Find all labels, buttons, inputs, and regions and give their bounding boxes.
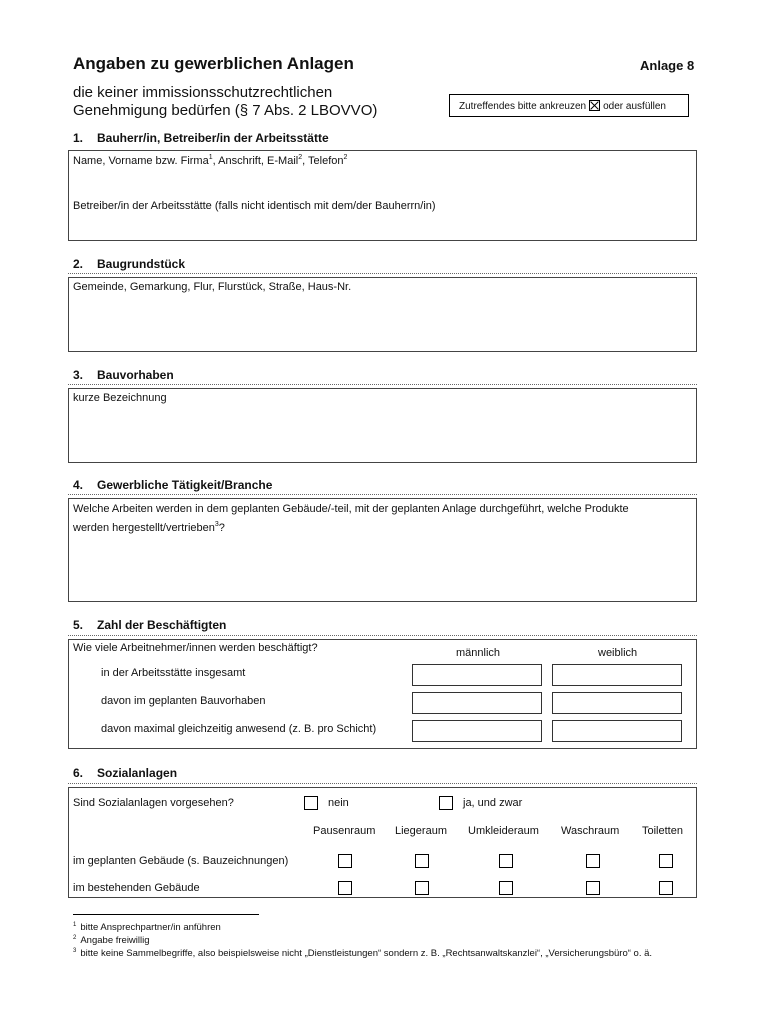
section-5-box (68, 639, 697, 749)
section-4-title: Gewerbliche Tätigkeit/Branche (97, 478, 273, 492)
planned-toilets-checkbox[interactable] (659, 854, 673, 868)
activity-question (73, 502, 629, 536)
section-5-title: Zahl der Beschäftigten (97, 618, 227, 632)
section-1-box (68, 150, 697, 241)
section-2-title: Baugrundstück (97, 257, 186, 271)
footnote-1 (73, 922, 221, 933)
activity-input[interactable] (73, 535, 688, 597)
column-female: weiblich (598, 647, 638, 659)
employees-row-label: davon maximal gleichzeitig anwesend (z. B. pro Schicht) (101, 723, 377, 735)
column-toilets: Toiletten (642, 825, 683, 837)
section-3-number: 3. (73, 368, 84, 382)
footnote-ref-2: 2 (298, 154, 303, 161)
name-label (73, 154, 347, 167)
social-yes-label: ja, und zwar (463, 797, 523, 809)
employees-shift-male-input[interactable] (412, 720, 542, 742)
footnote-text: Angabe freiwillig (80, 935, 150, 946)
social-no-checkbox[interactable] (304, 796, 318, 810)
planned-washroom-checkbox[interactable] (586, 854, 600, 868)
footnote-number: 2 (73, 935, 77, 941)
name-label-part-b: , Anschrift, E-Mail (212, 155, 299, 167)
section-2-box (68, 277, 697, 352)
planned-rest-room-checkbox[interactable] (415, 854, 429, 868)
employees-shift-female-input[interactable] (552, 720, 682, 742)
activity-question-end: ? (218, 522, 225, 534)
hint-left-text: Zutreffendes bitte ankreuzen (459, 101, 587, 112)
fill-instruction-box (449, 94, 689, 117)
existing-break-room-checkbox[interactable] (338, 881, 352, 895)
section-3-title: Bauvorhaben (97, 368, 174, 382)
section-1-heading (73, 131, 329, 145)
planned-break-room-checkbox[interactable] (338, 854, 352, 868)
row-existing-building: im bestehenden Gebäude (73, 882, 200, 894)
footnote-separator (73, 914, 259, 915)
employees-total-male-input[interactable] (412, 664, 542, 686)
column-changing-room: Umkleideraum (468, 825, 539, 837)
section-1-title: Bauherr/in, Betreiber/in der Arbeitsstätte (97, 131, 329, 145)
section-6-divider (68, 783, 697, 784)
section-5-divider (68, 635, 697, 636)
social-question: Sind Sozialanlagen vorgesehen? (73, 797, 234, 809)
section-5-heading (73, 618, 226, 632)
operator-input[interactable] (73, 214, 688, 238)
column-rest-room: Liegeraum (395, 825, 447, 837)
existing-washroom-checkbox[interactable] (586, 881, 600, 895)
section-2-divider (68, 273, 697, 274)
section-4-number: 4. (73, 478, 84, 492)
section-4-box (68, 498, 697, 602)
subtitle-line-2: Genehmigung bedürfen (§ 7 Abs. 2 LBOVVO) (73, 102, 378, 119)
subtitle-line-1: die keiner immissionsschutzrechtlichen (73, 84, 333, 101)
footnote-text: bitte keine Sammelbegriffe, also beispielsweise nicht „Dienstleistungen“ sondern z. B. „Rechtsanwaltskanzlei“, „Versicherungsbüro“ o. ä. (80, 948, 653, 959)
employees-row-label: in der Arbeitsstätte insgesamt (101, 667, 246, 679)
activity-question-line-1: Welche Arbeiten werden in dem geplanten Gebäude/-teil, mit der geplanten Anlage durchgeführt, welche Produkte (73, 503, 629, 515)
planned-changing-room-checkbox[interactable] (499, 854, 513, 868)
column-male: männlich (456, 647, 501, 659)
existing-changing-room-checkbox[interactable] (499, 881, 513, 895)
section-3-heading (73, 368, 174, 382)
footnote-ref-1: 1 (208, 154, 213, 161)
page-subtitle (73, 84, 377, 120)
employees-project-male-input[interactable] (412, 692, 542, 714)
footnote-text: bitte Ansprechpartner/in anführen (80, 922, 221, 933)
section-5-number: 5. (73, 618, 84, 632)
operator-label: Betreiber/in der Arbeitsstätte (falls nicht identisch mit dem/der Bauherrn/in) (73, 200, 436, 212)
existing-rest-room-checkbox[interactable] (415, 881, 429, 895)
activity-question-line-2 (73, 517, 629, 536)
project-label: kurze Bezeichnung (73, 392, 167, 404)
section-3-divider (68, 384, 697, 385)
section-4-divider (68, 494, 697, 495)
section-6-title: Sozialanlagen (97, 766, 178, 780)
checked-box-icon (589, 100, 600, 111)
employees-row-label: davon im geplanten Bauvorhaben (101, 695, 266, 707)
social-no-label: nein (328, 797, 349, 809)
name-label-part-c: , Telefon (302, 155, 344, 167)
section-6-box (68, 787, 697, 898)
existing-toilets-checkbox[interactable] (659, 881, 673, 895)
employees-question: Wie viele Arbeitnehmer/innen werden beschäftigt? (73, 642, 318, 654)
section-2-heading (73, 257, 185, 271)
section-6-heading (73, 766, 177, 780)
plot-input[interactable] (73, 296, 688, 348)
name-label-part-a: Name, Vorname bzw. Firma (73, 155, 209, 167)
employees-total-female-input[interactable] (552, 664, 682, 686)
plot-label: Gemeinde, Gemarkung, Flur, Flurstück, Straße, Haus-Nr. (73, 281, 352, 293)
column-break-room: Pausenraum (313, 825, 376, 837)
section-1-number: 1. (73, 131, 84, 145)
footnote-ref-3: 3 (214, 521, 219, 528)
column-washroom: Waschraum (561, 825, 620, 837)
attachment-label: Anlage 8 (640, 58, 695, 73)
footnote-ref-2b: 2 (343, 154, 348, 161)
social-yes-checkbox[interactable] (439, 796, 453, 810)
activity-question-line-2-text: werden hergestellt/vertrieben (73, 522, 215, 534)
section-4-heading (73, 478, 272, 492)
section-6-number: 6. (73, 766, 84, 780)
project-input[interactable] (73, 407, 688, 459)
footnote-2 (73, 935, 150, 946)
row-planned-building: im geplanten Gebäude (s. Bauzeichnungen) (73, 855, 289, 867)
page-title: Angaben zu gewerblichen Anlagen (73, 54, 354, 73)
section-2-number: 2. (73, 257, 84, 271)
name-input[interactable] (151, 168, 681, 190)
employees-project-female-input[interactable] (552, 692, 682, 714)
section-3-box (68, 388, 697, 463)
footnote-number: 1 (73, 922, 77, 928)
hint-right-text: oder ausfüllen (603, 101, 666, 112)
footnote-3 (73, 948, 652, 959)
footnote-number: 3 (73, 948, 77, 954)
